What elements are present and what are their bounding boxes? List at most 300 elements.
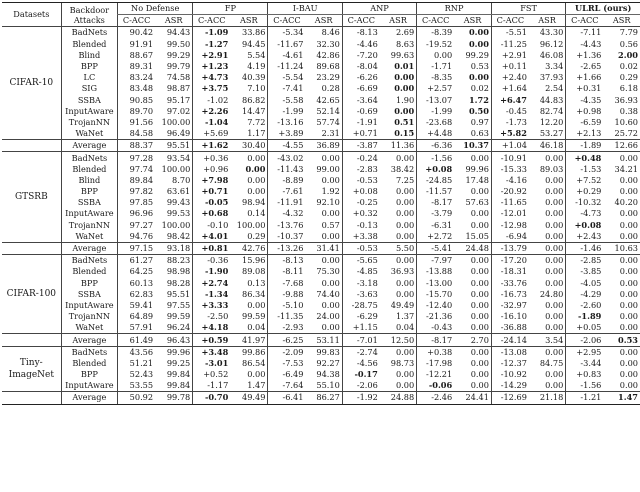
metric-cell: 100.00 [161,163,191,174]
metric-cell: +1.36 [566,50,604,61]
metric-cell: -24.14 [491,334,529,346]
metric-cell: 96.12 [539,38,564,49]
metric-cell: -5.34 [268,27,306,39]
metric-cell: 2.69 [380,27,417,39]
dataset-spacer [2,242,61,254]
metric-cell: +2.40 [491,72,529,83]
metric-cell: 0.00 [305,255,342,267]
metric-cell: -7.61 [268,186,306,197]
metric-cell: 46.18 [529,140,566,152]
metric-cell: 0.28 [321,83,340,94]
metric-cell: 99.84 [166,369,191,380]
metric-cell: 30.40 [230,140,268,152]
metric-cell: 95.17 [166,94,191,105]
metric-cell: 99.43 [166,197,191,208]
metric-cell: -6.94 [491,231,529,243]
metric-cell: -11.65 [491,197,529,208]
table-row [2,220,640,231]
subhead-cacc: C-ACC [342,15,380,27]
metric-cell: -10.32 [566,197,604,208]
metric-cell: 61.49 [118,334,156,346]
metric-cell: 96.24 [166,322,191,333]
metric-cell: 0.00 [619,380,638,391]
metric-cell: -8.13 [268,255,306,267]
metric-cell: 61.27 [118,255,156,267]
metric-cell: 46.08 [539,49,564,60]
metric-cell: 2.70 [454,334,491,346]
metric-cell: 0.29 [619,72,638,83]
subhead-asr: ASR [305,15,342,27]
metric-cell: 24.48 [454,242,491,254]
col-ibau: I-BAU [268,3,342,15]
metric-cell: 0.00 [395,197,415,208]
metric-cell: +0.71 [342,128,380,140]
table-row [2,289,640,300]
metric-cell: -6.69 [342,83,380,94]
metric-cell: -6.49 [268,369,306,380]
metric-cell: +4.18 [193,322,231,334]
metric-cell: 0.00 [395,277,415,288]
dataset-name: CIFAR-10 [2,27,61,140]
metric-cell: -7.53 [268,358,306,369]
metric-cell: 12.50 [380,334,417,346]
table-row [2,186,640,197]
table-row [2,61,640,72]
metric-cell: +0.68 [193,208,231,219]
metric-cell: 99.96 [155,346,193,358]
metric-cell: 99.86 [230,346,268,358]
metric-cell: 0.01 [394,61,415,72]
table-row [2,208,640,219]
metric-cell: 55.10 [316,380,340,391]
metric-cell: -4.32 [268,208,306,219]
table-row [2,311,640,322]
metric-cell: 94.43 [155,27,193,39]
metric-cell: 97.02 [166,105,191,116]
metric-cell: 38.42 [390,163,415,174]
metric-cell: 5.50 [380,242,417,254]
metric-cell: 91.56 [118,117,156,128]
metric-cell: -0.13 [342,220,380,231]
table-row [2,358,640,369]
metric-cell: 0.00 [380,346,417,358]
metric-cell: -6.31 [417,220,455,231]
metric-cell: -2.74 [342,346,380,358]
subhead-asr: ASR [603,15,640,27]
metric-cell: 42.65 [316,94,340,105]
metric-cell: 0.00 [395,288,415,299]
metric-cell: +0.31 [566,83,604,94]
metric-cell: 36.89 [305,140,342,152]
subhead-cacc: C-ACC [268,15,306,27]
metric-cell: -0.45 [491,106,529,117]
attack-name: Blended [61,164,117,175]
metric-cell: 89.31 [118,61,156,72]
metric-cell: -1.17 [193,380,231,392]
metric-cell: 37.93 [539,72,564,83]
metric-cell: -6.59 [566,117,604,128]
metric-cell: 31.41 [305,242,342,254]
metric-cell: 99.83 [305,346,342,358]
average-row [2,334,640,346]
attack-name: BadNets [61,152,117,164]
metric-cell: 99.29 [166,49,191,60]
attack-name: LC [61,72,117,83]
metric-cell: -3.64 [342,95,380,106]
metric-cell: -8.13 [342,27,380,39]
attack-name: InputAware [61,208,117,219]
metric-cell: 36.93 [390,266,415,277]
metric-cell: 1.72 [468,94,489,105]
metric-cell: 89.70 [118,106,156,117]
metric-cell: +1.64 [491,83,529,94]
metric-cell: -7.68 [268,278,306,289]
metric-cell: 0.13 [247,277,266,288]
metric-cell: 0.00 [619,219,638,230]
metric-cell: 53.27 [539,128,564,139]
metric-cell: -11.25 [491,39,529,50]
attack-name: Blind [61,50,117,61]
metric-cell: 2.00 [618,49,638,60]
table-row [2,380,640,392]
metric-cell: 97.28 [118,152,156,164]
metric-cell: -3.01 [193,358,231,369]
metric-cell: 8.46 [305,27,342,39]
metric-cell: +4.01 [193,231,231,243]
metric-cell: 88.37 [118,140,156,152]
metric-cell: -43.02 [268,152,306,164]
metric-cell: +2.13 [566,128,604,140]
results-table [2,2,640,405]
metric-cell: 42.76 [230,242,268,254]
metric-cell: 57.63 [465,197,489,208]
metric-cell: -1.34 [193,289,231,300]
table-row [2,175,640,186]
attack-name: InputAware [61,380,117,392]
metric-cell: 84.58 [118,128,156,140]
metric-cell: -4.05 [566,278,604,289]
metric-cell: 34.21 [614,163,638,174]
metric-cell: +0.32 [342,208,380,219]
attack-name: Blind [61,175,117,186]
metric-cell: 0.38 [619,105,638,116]
average-label: Average [61,392,117,404]
table-row [2,346,640,358]
metric-cell: 99.00 [316,163,340,174]
metric-cell: -2.83 [342,164,380,175]
table-row [2,95,640,106]
metric-cell: -1.53 [566,164,604,175]
col-attacks: Backdoor Attacks [61,3,117,27]
metric-cell: 0.00 [545,322,564,333]
metric-cell: -13.26 [268,242,306,254]
metric-cell: 0.00 [619,322,638,333]
metric-cell: -32.97 [491,300,529,311]
attack-name: WaNet [61,231,117,243]
metric-cell: 7.10 [247,83,266,94]
metric-cell: 95.51 [155,140,193,152]
metric-cell: -15.33 [491,164,529,175]
table-row [2,231,640,243]
metric-cell: 82.74 [539,105,564,116]
metric-cell: 43.30 [529,27,566,39]
metric-cell: 83.48 [118,83,156,94]
metric-cell: +0.59 [193,334,231,346]
metric-cell: -4.73 [566,208,604,219]
metric-cell: 0.02 [619,61,638,72]
metric-cell: 89.03 [539,163,564,174]
metric-cell: 0.00 [619,288,638,299]
metric-cell: -5.58 [268,95,306,106]
metric-cell: 84.75 [539,357,564,368]
metric-cell: 12.20 [539,116,564,127]
metric-cell: +0.36 [193,152,231,164]
table-row [2,322,640,334]
dataset-name: Tiny-ImageNet [2,346,61,392]
metric-cell: -16.73 [491,289,529,300]
metric-cell: 60.13 [118,278,156,289]
metric-cell: -7.01 [342,334,380,346]
metric-cell: 10.60 [614,116,638,127]
metric-cell: 3.54 [529,334,566,346]
metric-cell: 32.30 [316,38,340,49]
metric-cell: +4.73 [193,72,231,83]
metric-cell: -0.70 [193,392,231,404]
metric-cell: -18.31 [491,266,529,277]
metric-cell: 0.00 [529,255,566,267]
metric-cell: 0.00 [545,380,564,391]
metric-cell: -12.98 [491,220,529,231]
metric-cell: -5.51 [491,27,529,39]
metric-cell: -2.06 [342,380,380,392]
metric-cell: 10.37 [454,140,491,152]
metric-cell: 74.40 [316,288,340,299]
metric-cell: -5.41 [417,242,455,254]
metric-cell: -2.60 [566,300,604,311]
metric-cell: 0.00 [545,369,564,380]
metric-cell: -11.91 [268,197,306,208]
metric-cell: 0.00 [470,186,489,197]
metric-cell: 0.00 [470,266,489,277]
metric-cell: 10.63 [603,242,640,254]
metric-cell: 99.25 [166,357,191,368]
metric-cell: 42.86 [316,49,340,60]
metric-cell: 89.68 [316,61,340,72]
metric-cell: +7.98 [193,175,231,186]
metric-cell: 1.47 [247,380,266,391]
metric-cell: 0.53 [470,61,489,72]
metric-cell: 99.79 [166,61,191,72]
col-no-defense: No Defense [118,3,193,15]
metric-cell: 0.00 [619,186,638,197]
table-row [2,72,640,83]
metric-cell: -9.88 [268,289,306,300]
metric-cell: 1.92 [321,186,340,197]
metric-cell: 0.00 [603,255,640,267]
metric-cell: 0.00 [394,83,415,94]
metric-cell: -15.70 [417,289,455,300]
metric-cell: -2.06 [566,334,604,346]
col-fst: FST [491,3,565,15]
metric-cell: 0.00 [245,163,266,174]
metric-cell: -13.76 [268,220,306,231]
attack-name: BPP [61,61,117,72]
metric-cell: -8.04 [342,61,380,72]
metric-cell: -1.71 [417,61,455,72]
metric-cell: 53.55 [118,380,156,392]
attack-name: Blended [61,39,117,50]
metric-cell: 0.00 [417,50,455,61]
average-label: Average [61,242,117,254]
col-datasets: Datasets [2,3,61,27]
metric-cell: -3.79 [417,208,455,219]
metric-cell: -20.92 [491,186,529,197]
metric-cell: 75.30 [316,266,340,277]
metric-cell: +1.23 [193,61,231,72]
metric-cell: -7.97 [417,255,455,267]
table-row [2,152,640,164]
metric-cell: -14.29 [491,380,529,392]
metric-cell: -3.63 [342,289,380,300]
metric-cell: 0.63 [470,128,489,139]
metric-cell: 44.83 [539,94,564,105]
metric-cell: -3.44 [566,358,604,369]
metric-cell: 74.58 [166,72,191,83]
metric-cell: -3.85 [566,266,604,277]
attack-name: InputAware [61,106,117,117]
metric-cell: 94.76 [118,231,156,243]
table-row [2,300,640,311]
metric-cell: 0.57 [321,219,340,230]
metric-cell: 0.53 [603,334,640,346]
metric-cell: -10.37 [268,231,306,243]
average-row [2,242,640,254]
metric-cell: -1.90 [193,266,231,277]
metric-cell: -11.57 [417,186,455,197]
metric-cell: 0.00 [321,174,340,185]
metric-cell: 0.14 [247,208,266,219]
metric-cell: -1.73 [491,117,529,128]
metric-cell: 0.00 [470,208,489,219]
metric-cell: -13.07 [417,95,455,106]
metric-cell: +2.72 [417,231,455,243]
metric-cell: 0.00 [305,152,342,164]
metric-cell: 3.34 [545,61,564,72]
metric-cell: 0.00 [321,230,340,241]
metric-cell: 24.00 [316,311,340,322]
metric-cell: 97.27 [118,220,156,231]
metric-cell: +1.66 [566,72,604,83]
metric-cell: 0.00 [545,266,564,277]
metric-cell: 0.00 [619,174,638,185]
metric-cell: -1.91 [342,117,380,128]
dataset-name: GTSRB [2,152,61,243]
metric-cell: -5.65 [342,255,380,267]
metric-cell: -6.29 [342,311,380,322]
metric-cell: 0.00 [321,299,340,310]
metric-cell: 98.94 [242,197,266,208]
metric-cell: 88.23 [155,255,193,267]
metric-cell: 90.85 [118,95,156,106]
metric-cell: 0.00 [619,230,638,241]
metric-cell: 86.34 [242,288,266,299]
metric-cell: 43.56 [118,346,156,358]
metric-cell: 1.37 [395,311,415,322]
metric-cell: -4.85 [342,266,380,277]
metric-cell: 98.73 [390,357,415,368]
metric-cell: 99.59 [166,311,191,322]
metric-cell: +2.91 [491,50,529,61]
metric-cell: -1.09 [193,27,231,39]
metric-cell: 91.91 [118,39,156,50]
metric-cell: -17.98 [417,358,455,369]
subhead-cacc: C-ACC [417,15,455,27]
attack-name: BadNets [61,255,117,267]
metric-cell: +0.29 [566,186,604,197]
metric-cell: +0.05 [566,322,604,334]
metric-cell: 17.48 [465,174,489,185]
metric-cell: -28.75 [342,300,380,311]
metric-cell: 33.86 [230,27,268,39]
metric-cell: 0.00 [468,72,489,83]
subhead-asr: ASR [155,15,193,27]
col-fp: FP [193,3,268,15]
metric-cell: 0.00 [545,208,564,219]
metric-cell: -2.50 [193,311,231,322]
metric-cell: -0.43 [417,322,455,334]
attack-name: BPP [61,369,117,380]
metric-cell: 15.96 [230,255,268,267]
metric-cell: 99.59 [242,311,266,322]
metric-cell: -12.37 [491,358,529,369]
metric-cell: -12.40 [417,300,455,311]
average-label: Average [61,334,117,346]
metric-cell: -0.17 [342,369,380,380]
metric-cell: 0.00 [545,311,564,322]
metric-cell: +0.96 [193,164,231,175]
table-row [2,106,640,117]
metric-cell: 0.02 [470,83,489,94]
metric-cell: -0.69 [342,106,380,117]
metric-cell: 0.00 [454,27,491,39]
metric-cell: +2.57 [417,83,455,94]
metric-cell: +3.33 [193,300,231,311]
metric-cell: 0.00 [395,186,415,197]
metric-cell: 93.18 [155,242,193,254]
metric-cell: 83.24 [118,72,156,83]
metric-cell: -2.46 [417,392,455,404]
metric-cell: 0.00 [619,208,638,219]
metric-cell: -0.36 [193,255,231,267]
metric-cell: 0.00 [603,152,640,164]
col-ulrl: ULRL (ours) [566,3,640,15]
metric-cell: 50.92 [118,392,156,404]
metric-cell: 41.97 [230,334,268,346]
metric-cell: -8.35 [417,72,455,83]
metric-cell: 63.61 [166,186,191,197]
metric-cell: 89.08 [242,266,266,277]
table-row [2,266,640,277]
metric-cell: 0.00 [321,208,340,219]
metric-cell: 0.00 [470,299,489,310]
attack-name: TrojanNN [61,311,117,322]
metric-cell: 15.05 [465,230,489,241]
metric-cell: 96.49 [166,128,191,139]
metric-cell: 0.00 [619,299,638,310]
metric-cell: 0.00 [470,357,489,368]
metric-cell: 99.53 [166,208,191,219]
metric-cell: -16.10 [491,311,529,322]
